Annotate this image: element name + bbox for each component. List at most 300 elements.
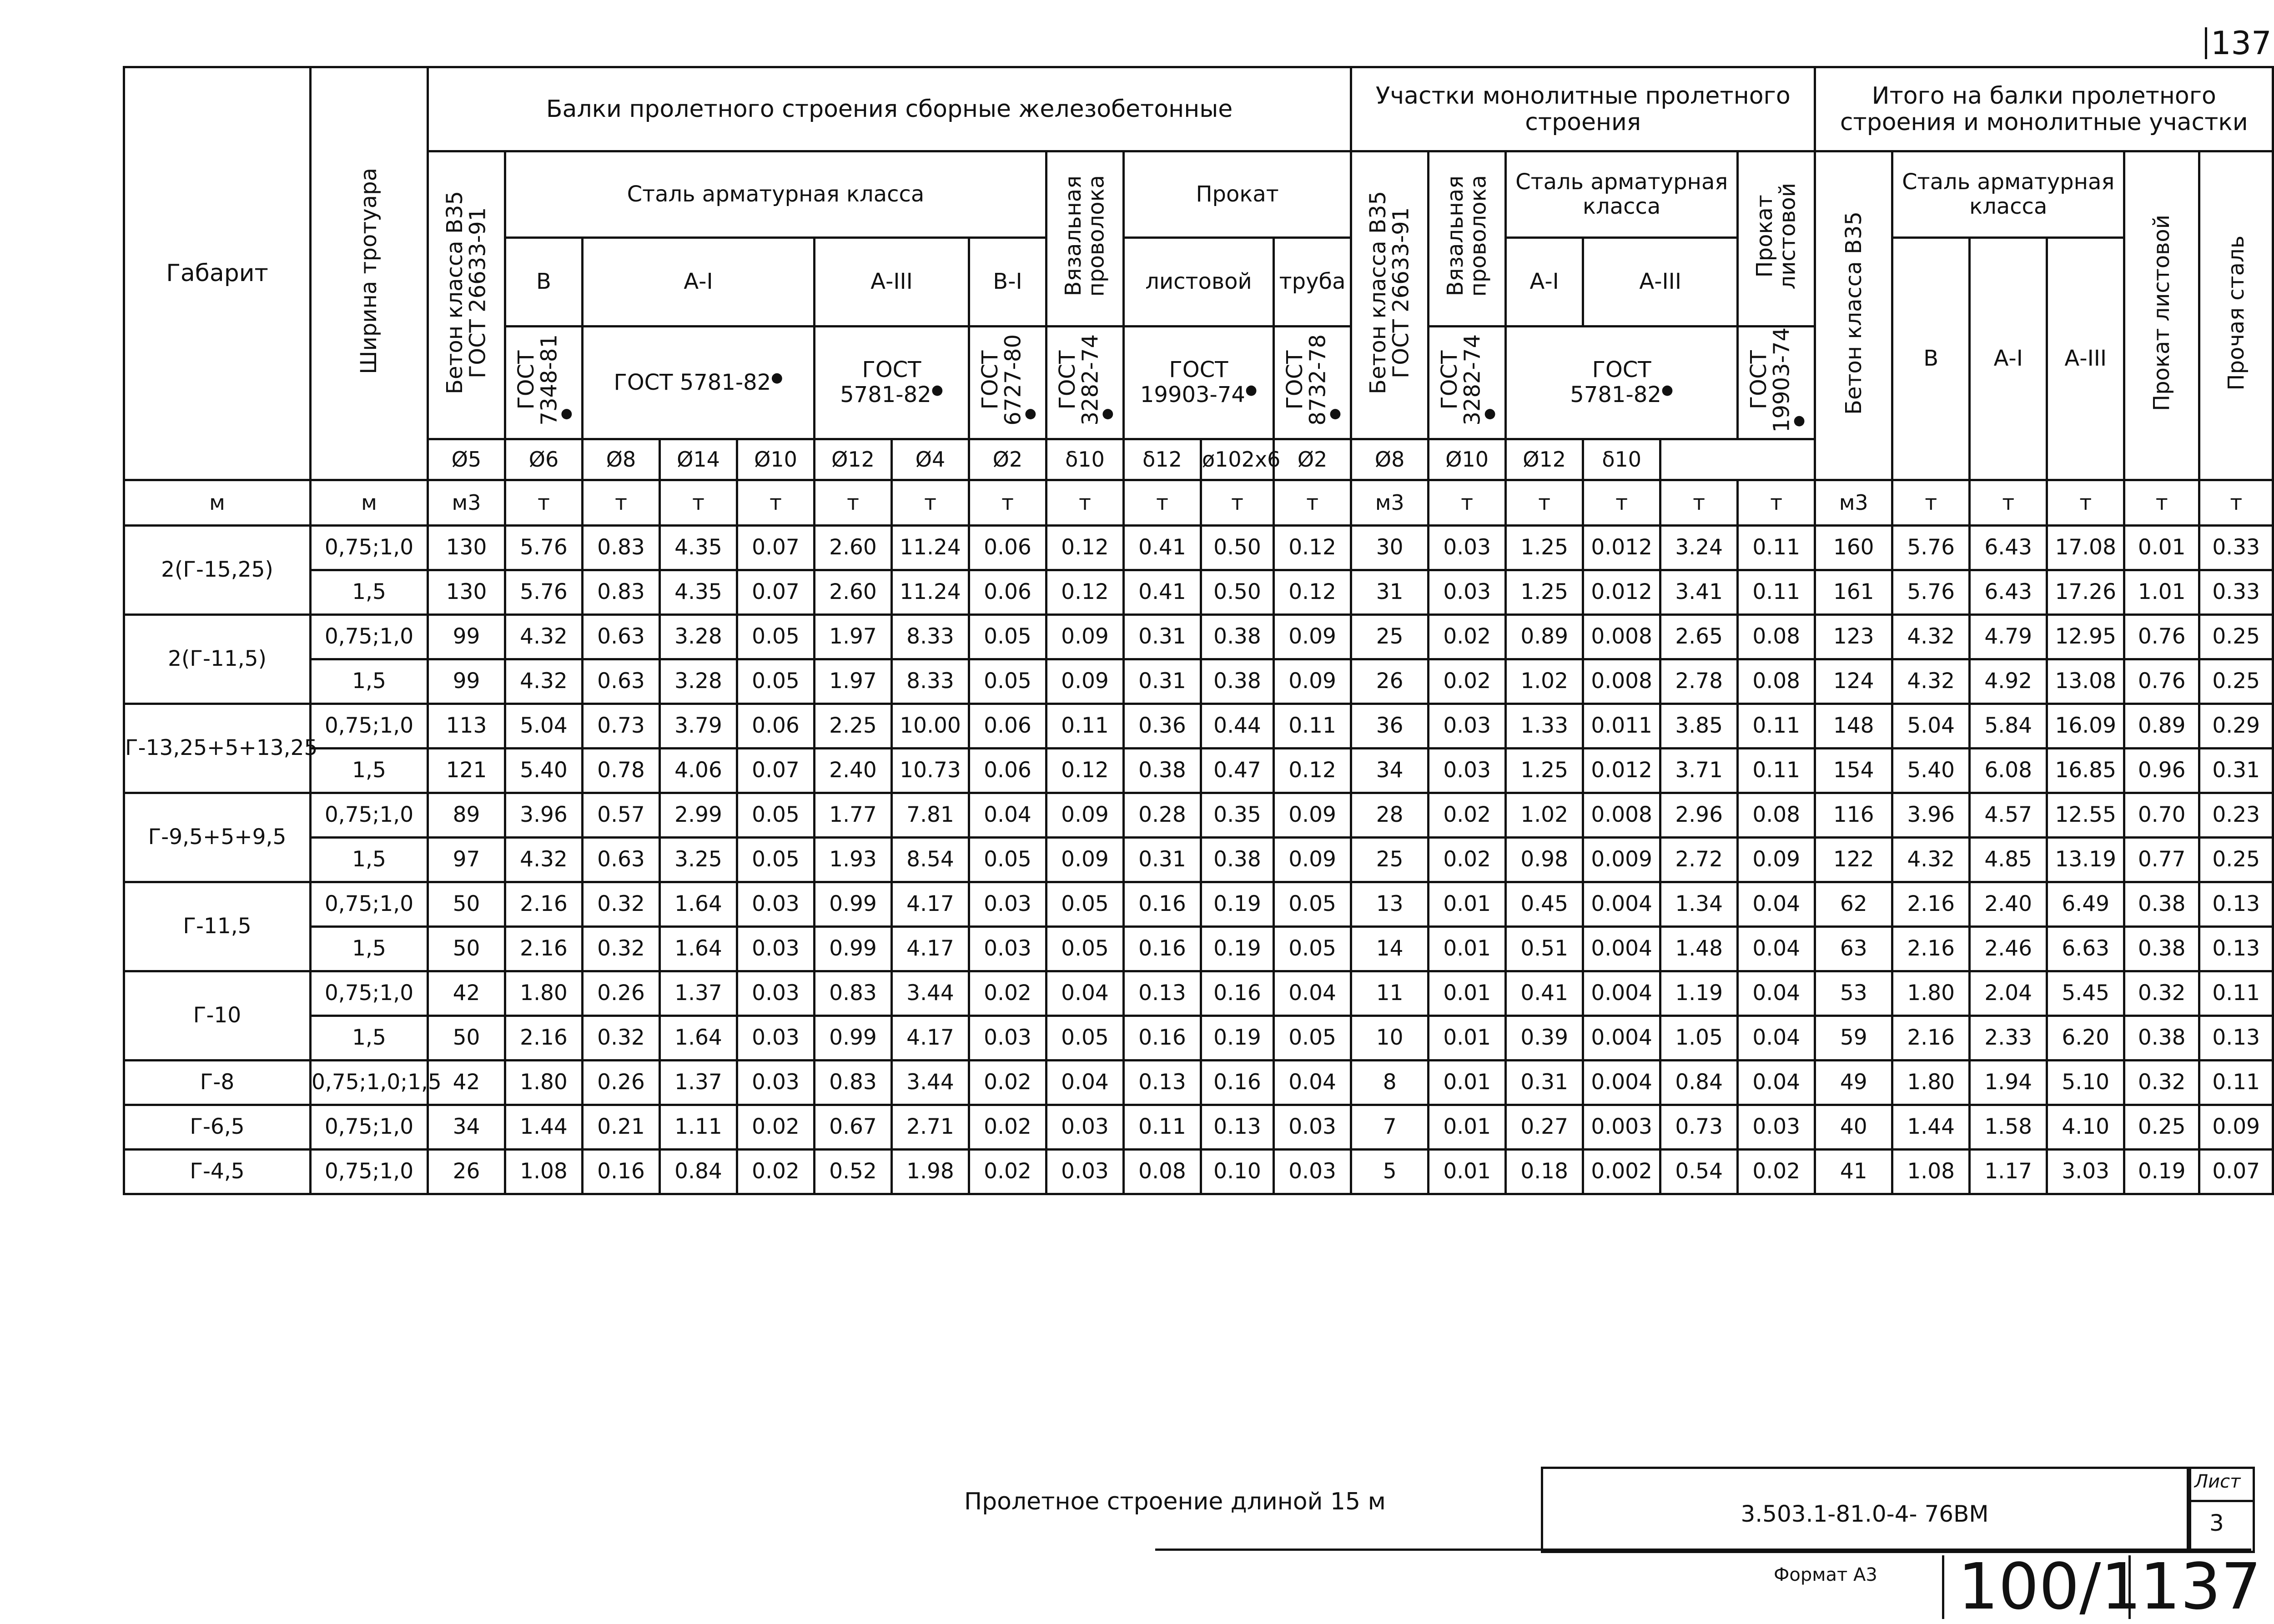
table-row bbox=[124, 614, 2273, 659]
value-cell: 0.06 bbox=[969, 748, 1046, 793]
value-cell: 3.44 bbox=[892, 971, 969, 1016]
value-cell: 1.02 bbox=[1506, 659, 1583, 704]
value-cell: 10 bbox=[1351, 1016, 1429, 1060]
value-cell: 0.28 bbox=[1124, 793, 1201, 837]
diameter-cell: δ12 bbox=[1124, 439, 1201, 480]
value-cell: 3.85 bbox=[1660, 704, 1738, 748]
table-row bbox=[124, 882, 2273, 926]
value-cell: 0.51 bbox=[1506, 926, 1583, 971]
sidewalk-cell: 1,5 bbox=[311, 837, 428, 882]
value-cell: 0.41 bbox=[1506, 971, 1583, 1016]
value-cell: 6.20 bbox=[2047, 1016, 2124, 1060]
value-cell: 0.09 bbox=[1738, 837, 1815, 882]
sidewalk-cell: 0,75;1,0 bbox=[311, 1105, 428, 1149]
value-cell: 0.50 bbox=[1201, 525, 1274, 570]
value-cell: 6.49 bbox=[2047, 882, 2124, 926]
value-cell: 0.11 bbox=[1738, 570, 1815, 614]
value-cell: 1.17 bbox=[1970, 1149, 2047, 1194]
unit-cell: т bbox=[892, 480, 969, 525]
value-cell: 1.19 bbox=[1660, 971, 1738, 1016]
value-cell: 1.98 bbox=[892, 1149, 969, 1194]
sidewalk-cell: 0,75;1,0 bbox=[311, 882, 428, 926]
value-cell: 0.08 bbox=[1738, 793, 1815, 837]
diameter-cell: Ø8 bbox=[1351, 439, 1429, 480]
value-cell: 0.26 bbox=[583, 1060, 660, 1105]
value-cell: 160 bbox=[1815, 525, 1892, 570]
value-cell: 130 bbox=[428, 525, 505, 570]
value-cell: 0.04 bbox=[1046, 1060, 1124, 1105]
value-cell: 4.32 bbox=[1892, 659, 1970, 704]
value-cell: 0.01 bbox=[1429, 1016, 1506, 1060]
value-cell: 0.25 bbox=[2124, 1105, 2199, 1149]
unit-cell: т bbox=[2199, 480, 2273, 525]
value-cell: 0.25 bbox=[2199, 659, 2273, 704]
value-cell: 0.11 bbox=[1124, 1105, 1201, 1149]
value-cell: 8.33 bbox=[892, 614, 969, 659]
value-cell: 0.96 bbox=[2124, 748, 2199, 793]
value-cell: 59 bbox=[1815, 1016, 1892, 1060]
value-cell: 99 bbox=[428, 614, 505, 659]
table-row bbox=[124, 704, 2273, 748]
header-monolith-class-a1: А-I bbox=[1506, 238, 1583, 327]
value-cell: 0.16 bbox=[1124, 882, 1201, 926]
value-cell: 0.99 bbox=[815, 926, 892, 971]
value-cell: 2.16 bbox=[1892, 882, 1970, 926]
table-row bbox=[124, 748, 2273, 793]
value-cell: 0.03 bbox=[969, 882, 1046, 926]
value-cell: 25 bbox=[1351, 614, 1429, 659]
value-cell: 50 bbox=[428, 882, 505, 926]
value-cell: 34 bbox=[428, 1105, 505, 1149]
value-cell: 2.04 bbox=[1970, 971, 2047, 1016]
value-cell: 0.63 bbox=[583, 837, 660, 882]
header-total-class-a3: А-III bbox=[2047, 238, 2124, 480]
value-cell: 0.05 bbox=[969, 659, 1046, 704]
value-cell: 0.04 bbox=[1274, 1060, 1351, 1105]
value-cell: 3.28 bbox=[660, 614, 737, 659]
value-cell: 0.008 bbox=[1583, 793, 1660, 837]
value-cell: 0.16 bbox=[1201, 1060, 1274, 1105]
value-cell: 0.13 bbox=[2199, 1016, 2273, 1060]
value-cell: 0.03 bbox=[737, 1016, 815, 1060]
value-cell: 2.33 bbox=[1970, 1016, 2047, 1060]
value-cell: 49 bbox=[1815, 1060, 1892, 1105]
value-cell: 89 bbox=[428, 793, 505, 837]
sidewalk-cell: 0,75;1,0 bbox=[311, 793, 428, 837]
value-cell: 42 bbox=[428, 1060, 505, 1105]
value-cell: 2.71 bbox=[892, 1105, 969, 1149]
value-cell: 0.12 bbox=[1274, 570, 1351, 614]
value-cell: 0.25 bbox=[2199, 837, 2273, 882]
value-cell: 4.32 bbox=[1892, 614, 1970, 659]
header-sheet: листовой bbox=[1124, 238, 1274, 327]
value-cell: 0.76 bbox=[2124, 659, 2199, 704]
diameter-cell: Ø2 bbox=[969, 439, 1046, 480]
value-cell: 4.85 bbox=[1970, 837, 2047, 882]
value-cell: 0.26 bbox=[583, 971, 660, 1016]
value-cell: 13.19 bbox=[2047, 837, 2124, 882]
value-cell: 0.38 bbox=[2124, 926, 2199, 971]
value-cell: 1.77 bbox=[815, 793, 892, 837]
value-cell: 0.18 bbox=[1506, 1149, 1583, 1194]
sidewalk-cell: 0,75;1,0 bbox=[311, 614, 428, 659]
unit-cell: т bbox=[583, 480, 660, 525]
sheet-label: Лист bbox=[2194, 1471, 2241, 1492]
value-cell: 3.96 bbox=[505, 793, 583, 837]
value-cell: 1.11 bbox=[660, 1105, 737, 1149]
value-cell: 6.43 bbox=[1970, 570, 2047, 614]
value-cell: 0.05 bbox=[1046, 926, 1124, 971]
value-cell: 5 bbox=[1351, 1149, 1429, 1194]
value-cell: 0.16 bbox=[583, 1149, 660, 1194]
value-cell: 0.84 bbox=[1660, 1060, 1738, 1105]
value-cell: 2.40 bbox=[815, 748, 892, 793]
value-cell: 0.07 bbox=[737, 570, 815, 614]
sidewalk-cell: 1,5 bbox=[311, 926, 428, 971]
table-row bbox=[124, 793, 2273, 837]
unit-cell: т bbox=[2047, 480, 2124, 525]
value-cell: 0.27 bbox=[1506, 1105, 1583, 1149]
unit-cell: т bbox=[1124, 480, 1201, 525]
value-cell: 4.06 bbox=[660, 748, 737, 793]
value-cell: 6.43 bbox=[1970, 525, 2047, 570]
value-cell: 0.07 bbox=[737, 525, 815, 570]
value-cell: 0.04 bbox=[1738, 882, 1815, 926]
value-cell: 1.37 bbox=[660, 971, 737, 1016]
value-cell: 0.31 bbox=[1506, 1060, 1583, 1105]
value-cell: 0.13 bbox=[1124, 971, 1201, 1016]
value-cell: 0.11 bbox=[1738, 525, 1815, 570]
value-cell: 1.80 bbox=[505, 971, 583, 1016]
value-cell: 0.54 bbox=[1660, 1149, 1738, 1194]
value-cell: 0.32 bbox=[583, 1016, 660, 1060]
value-cell: 0.84 bbox=[660, 1149, 737, 1194]
value-cell: 0.06 bbox=[969, 704, 1046, 748]
diameter-cell: δ10 bbox=[1046, 439, 1124, 480]
value-cell: 11 bbox=[1351, 971, 1429, 1016]
header-beams-wire: Вязальная проволока bbox=[1046, 151, 1124, 327]
unit-cell: т bbox=[969, 480, 1046, 525]
value-cell: 2.16 bbox=[505, 926, 583, 971]
value-cell: 161 bbox=[1815, 570, 1892, 614]
value-cell: 1.58 bbox=[1970, 1105, 2047, 1149]
value-cell: 25 bbox=[1351, 837, 1429, 882]
value-cell: 0.04 bbox=[1046, 971, 1124, 1016]
value-cell: 0.31 bbox=[1124, 659, 1201, 704]
value-cell: 4.57 bbox=[1970, 793, 2047, 837]
value-cell: 0.05 bbox=[737, 659, 815, 704]
value-cell: 0.19 bbox=[1201, 1016, 1274, 1060]
value-cell: 5.04 bbox=[1892, 704, 1970, 748]
header-monolith-wire: Вязальная проволока bbox=[1429, 151, 1506, 327]
value-cell: 63 bbox=[1815, 926, 1892, 971]
value-cell: 1.94 bbox=[1970, 1060, 2047, 1105]
header-pipe: труба bbox=[1274, 238, 1351, 327]
value-cell: 0.03 bbox=[1274, 1149, 1351, 1194]
value-cell: 0.38 bbox=[2124, 882, 2199, 926]
value-cell: 0.09 bbox=[1274, 659, 1351, 704]
diameter-cell: Ø5 bbox=[428, 439, 505, 480]
value-cell: 7 bbox=[1351, 1105, 1429, 1149]
value-cell: 0.12 bbox=[1046, 570, 1124, 614]
value-cell: 4.35 bbox=[660, 570, 737, 614]
gabarit-cell: Г-9,5+5+9,5 bbox=[124, 793, 311, 882]
value-cell: 0.19 bbox=[2124, 1149, 2199, 1194]
value-cell: 0.13 bbox=[2199, 926, 2273, 971]
value-cell: 0.01 bbox=[2124, 525, 2199, 570]
value-cell: 0.19 bbox=[1201, 926, 1274, 971]
value-cell: 0.12 bbox=[1046, 525, 1124, 570]
value-cell: 5.76 bbox=[505, 525, 583, 570]
value-cell: 1.33 bbox=[1506, 704, 1583, 748]
value-cell: 0.01 bbox=[1429, 1060, 1506, 1105]
value-cell: 0.09 bbox=[1046, 659, 1124, 704]
value-cell: 0.002 bbox=[1583, 1149, 1660, 1194]
value-cell: 1.97 bbox=[815, 659, 892, 704]
value-cell: 0.03 bbox=[1429, 704, 1506, 748]
value-cell: 0.38 bbox=[1201, 659, 1274, 704]
value-cell: 0.03 bbox=[969, 1016, 1046, 1060]
value-cell: 12.95 bbox=[2047, 614, 2124, 659]
value-cell: 0.03 bbox=[1046, 1105, 1124, 1149]
value-cell: 36 bbox=[1351, 704, 1429, 748]
value-cell: 1.93 bbox=[815, 837, 892, 882]
value-cell: 0.11 bbox=[1046, 704, 1124, 748]
value-cell: 0.89 bbox=[2124, 704, 2199, 748]
header-beams-rolled: Прокат bbox=[1124, 151, 1351, 238]
sidewalk-cell: 0,75;1,0 bbox=[311, 971, 428, 1016]
header-gost-6727: ГОСТ 6727-80● bbox=[969, 327, 1046, 439]
value-cell: 0.05 bbox=[969, 614, 1046, 659]
value-cell: 1.37 bbox=[660, 1060, 737, 1105]
value-cell: 0.12 bbox=[1274, 748, 1351, 793]
diameter-cell: Ø6 bbox=[505, 439, 583, 480]
value-cell: 0.83 bbox=[583, 570, 660, 614]
value-cell: 0.36 bbox=[1124, 704, 1201, 748]
value-cell: 0.52 bbox=[815, 1149, 892, 1194]
value-cell: 0.06 bbox=[969, 525, 1046, 570]
value-cell: 0.04 bbox=[969, 793, 1046, 837]
table-row bbox=[124, 570, 2273, 614]
header-monolith-gost-5781: ГОСТ 5781-82● bbox=[1506, 327, 1738, 439]
value-cell: 2.72 bbox=[1660, 837, 1738, 882]
value-cell: 1.80 bbox=[505, 1060, 583, 1105]
value-cell: 0.02 bbox=[969, 1105, 1046, 1149]
value-cell: 0.13 bbox=[1201, 1105, 1274, 1149]
value-cell: 0.03 bbox=[737, 1060, 815, 1105]
value-cell: 0.03 bbox=[1738, 1105, 1815, 1149]
unit-cell: т bbox=[505, 480, 583, 525]
value-cell: 0.21 bbox=[583, 1105, 660, 1149]
header-total-steel: Сталь арматурная класса bbox=[1892, 151, 2124, 238]
value-cell: 0.09 bbox=[1274, 793, 1351, 837]
value-cell: 1.64 bbox=[660, 882, 737, 926]
value-cell: 0.05 bbox=[1274, 926, 1351, 971]
unit-cell: т bbox=[1274, 480, 1351, 525]
table-row bbox=[124, 1016, 2273, 1060]
value-cell: 0.02 bbox=[1429, 793, 1506, 837]
value-cell: 0.16 bbox=[1201, 971, 1274, 1016]
value-cell: 0.99 bbox=[815, 1016, 892, 1060]
value-cell: 10.73 bbox=[892, 748, 969, 793]
value-cell: 0.05 bbox=[737, 614, 815, 659]
value-cell: 0.02 bbox=[1429, 659, 1506, 704]
value-cell: 34 bbox=[1351, 748, 1429, 793]
value-cell: 5.04 bbox=[505, 704, 583, 748]
value-cell: 4.17 bbox=[892, 926, 969, 971]
value-cell: 0.04 bbox=[1738, 971, 1815, 1016]
gabarit-cell: Г-6,5 bbox=[124, 1105, 311, 1149]
value-cell: 12.55 bbox=[2047, 793, 2124, 837]
value-cell: 5.45 bbox=[2047, 971, 2124, 1016]
value-cell: 0.004 bbox=[1583, 1016, 1660, 1060]
value-cell: 1.05 bbox=[1660, 1016, 1738, 1060]
value-cell: 1.44 bbox=[505, 1105, 583, 1149]
header-gabarit: Габарит bbox=[124, 67, 311, 480]
value-cell: 13.08 bbox=[2047, 659, 2124, 704]
value-cell: 0.57 bbox=[583, 793, 660, 837]
value-cell: 16.09 bbox=[2047, 704, 2124, 748]
value-cell: 0.01 bbox=[1429, 1105, 1506, 1149]
sidewalk-cell: 1,5 bbox=[311, 570, 428, 614]
value-cell: 10.00 bbox=[892, 704, 969, 748]
value-cell: 0.09 bbox=[1046, 837, 1124, 882]
value-cell: 2.65 bbox=[1660, 614, 1738, 659]
table-row bbox=[124, 971, 2273, 1016]
diameter-cell: Ø4 bbox=[892, 439, 969, 480]
value-cell: 0.03 bbox=[1046, 1149, 1124, 1194]
header-gost-8732: ГОСТ 8732-78● bbox=[1274, 327, 1351, 439]
gabarit-cell: 2(Г-15,25) bbox=[124, 525, 311, 614]
value-cell: 0.41 bbox=[1124, 570, 1201, 614]
value-cell: 3.79 bbox=[660, 704, 737, 748]
value-cell: 0.63 bbox=[583, 614, 660, 659]
value-cell: 0.08 bbox=[1738, 614, 1815, 659]
header-total-class-a1: А-I bbox=[1970, 238, 2047, 480]
page-number: 137 bbox=[2205, 27, 2272, 59]
value-cell: 4.32 bbox=[505, 659, 583, 704]
header-monolith-gost-3282: ГОСТ 3282-74● bbox=[1429, 327, 1506, 439]
value-cell: 1.64 bbox=[660, 926, 737, 971]
value-cell: 0.35 bbox=[1201, 793, 1274, 837]
value-cell: 0.09 bbox=[2199, 1105, 2273, 1149]
unit-cell: т bbox=[1892, 480, 1970, 525]
value-cell: 0.13 bbox=[2199, 882, 2273, 926]
value-cell: 0.02 bbox=[969, 1149, 1046, 1194]
value-cell: 8.33 bbox=[892, 659, 969, 704]
value-cell: 0.05 bbox=[1046, 882, 1124, 926]
value-cell: 113 bbox=[428, 704, 505, 748]
value-cell: 6.63 bbox=[2047, 926, 2124, 971]
value-cell: 0.73 bbox=[1660, 1105, 1738, 1149]
header-class-a1: А-I bbox=[583, 238, 815, 327]
value-cell: 0.38 bbox=[2124, 1016, 2199, 1060]
header-class-b: В bbox=[505, 238, 583, 327]
value-cell: 0.11 bbox=[2199, 1060, 2273, 1105]
value-cell: 0.89 bbox=[1506, 614, 1583, 659]
gabarit-cell: Г-8 bbox=[124, 1060, 311, 1105]
value-cell: 0.008 bbox=[1583, 614, 1660, 659]
value-cell: 14 bbox=[1351, 926, 1429, 971]
value-cell: 123 bbox=[1815, 614, 1892, 659]
value-cell: 0.32 bbox=[2124, 1060, 2199, 1105]
sidewalk-cell: 0,75;1,0;1,5 bbox=[311, 1060, 428, 1105]
value-cell: 4.32 bbox=[505, 614, 583, 659]
header-gost-5781-a3: ГОСТ 5781-82● bbox=[815, 327, 969, 439]
header-gost-5781: ГОСТ 5781-82● bbox=[583, 327, 815, 439]
value-cell: 16.85 bbox=[2047, 748, 2124, 793]
value-cell: 17.08 bbox=[2047, 525, 2124, 570]
value-cell: 121 bbox=[428, 748, 505, 793]
gabarit-cell: Г-10 bbox=[124, 971, 311, 1060]
value-cell: 0.16 bbox=[1124, 1016, 1201, 1060]
units-row bbox=[124, 480, 2273, 525]
value-cell: 0.02 bbox=[737, 1149, 815, 1194]
table-row bbox=[124, 1060, 2273, 1105]
value-cell: 3.71 bbox=[1660, 748, 1738, 793]
table-row bbox=[124, 659, 2273, 704]
value-cell: 2.25 bbox=[815, 704, 892, 748]
value-cell: 0.01 bbox=[1429, 882, 1506, 926]
header-total-class-b: В bbox=[1892, 238, 1970, 480]
value-cell: 130 bbox=[428, 570, 505, 614]
header-monolith-steel: Сталь арматурная класса bbox=[1506, 151, 1738, 238]
value-cell: 0.02 bbox=[1429, 837, 1506, 882]
value-cell: 0.83 bbox=[815, 971, 892, 1016]
value-cell: 0.12 bbox=[1046, 748, 1124, 793]
diameter-cell: ø102x6 bbox=[1201, 439, 1274, 480]
value-cell: 0.07 bbox=[737, 748, 815, 793]
value-cell: 0.47 bbox=[1201, 748, 1274, 793]
value-cell: 0.99 bbox=[815, 882, 892, 926]
value-cell: 0.98 bbox=[1506, 837, 1583, 882]
value-cell: 2.78 bbox=[1660, 659, 1738, 704]
value-cell: 0.02 bbox=[969, 971, 1046, 1016]
header-group-beams: Балки пролетного строения сборные железобетонные bbox=[428, 67, 1351, 151]
value-cell: 2.46 bbox=[1970, 926, 2047, 971]
value-cell: 0.07 bbox=[2199, 1149, 2273, 1194]
value-cell: 5.84 bbox=[1970, 704, 2047, 748]
header-class-b1: В-I bbox=[969, 238, 1046, 327]
value-cell: 1.97 bbox=[815, 614, 892, 659]
value-cell: 0.50 bbox=[1201, 570, 1274, 614]
diameter-cell: Ø8 bbox=[583, 439, 660, 480]
header-beams-steel: Сталь арматурная класса bbox=[505, 151, 1046, 238]
value-cell: 0.09 bbox=[1274, 614, 1351, 659]
value-cell: 0.012 bbox=[1583, 748, 1660, 793]
value-cell: 4.35 bbox=[660, 525, 737, 570]
value-cell: 2.99 bbox=[660, 793, 737, 837]
album-code: 100/1 bbox=[1942, 1555, 2141, 1619]
value-cell: 0.05 bbox=[969, 837, 1046, 882]
value-cell: 4.32 bbox=[505, 837, 583, 882]
value-cell: 0.03 bbox=[1429, 525, 1506, 570]
value-cell: 0.33 bbox=[2199, 570, 2273, 614]
value-cell: 0.70 bbox=[2124, 793, 2199, 837]
value-cell: 0.10 bbox=[1201, 1149, 1274, 1194]
value-cell: 148 bbox=[1815, 704, 1892, 748]
value-cell: 0.31 bbox=[2199, 748, 2273, 793]
value-cell: 0.78 bbox=[583, 748, 660, 793]
value-cell: 0.32 bbox=[583, 882, 660, 926]
value-cell: 0.004 bbox=[1583, 926, 1660, 971]
value-cell: 11.24 bbox=[892, 525, 969, 570]
value-cell: 0.38 bbox=[1201, 837, 1274, 882]
value-cell: 1.34 bbox=[1660, 882, 1738, 926]
materials-table bbox=[123, 66, 2274, 1195]
value-cell: 2.60 bbox=[815, 525, 892, 570]
sidewalk-cell: 1,5 bbox=[311, 659, 428, 704]
